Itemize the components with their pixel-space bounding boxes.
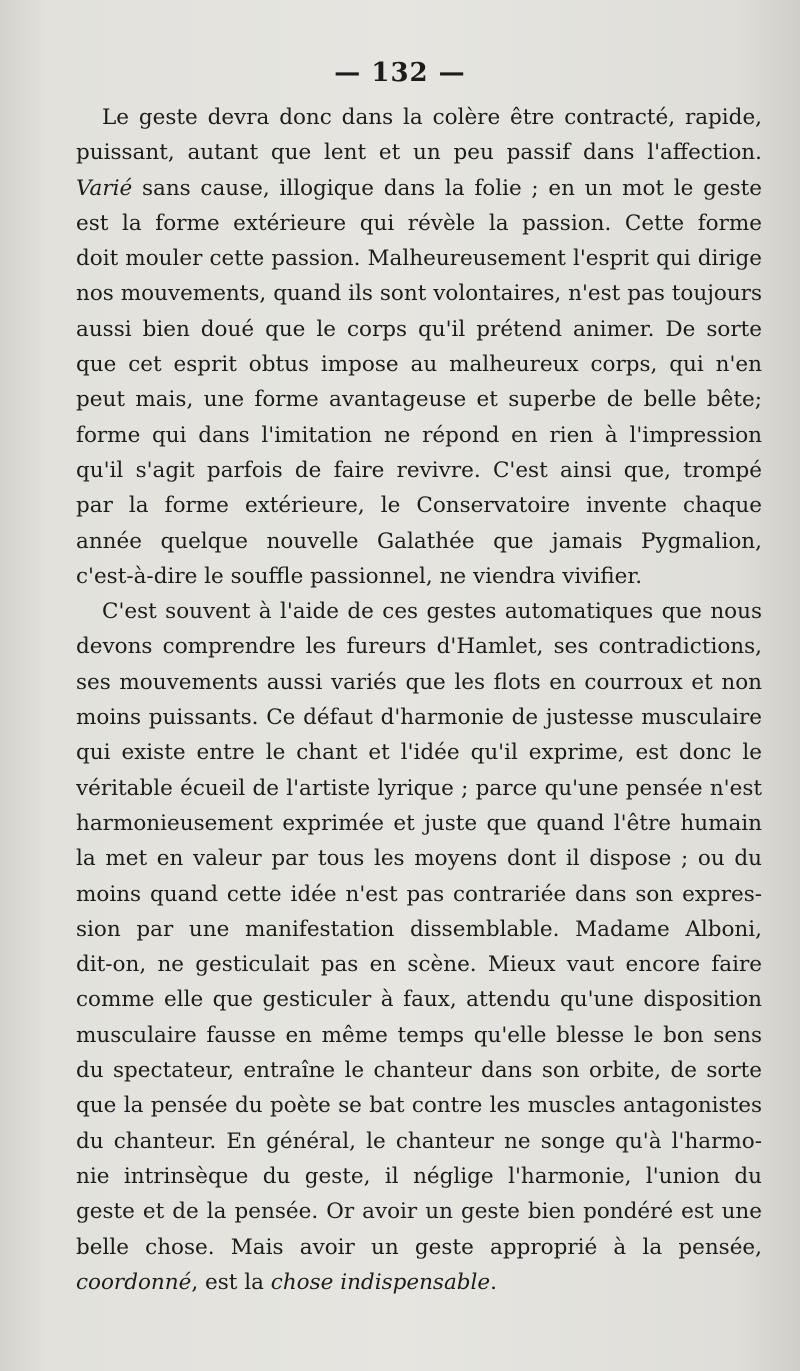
text-line: geste et de la pensée. Or avoir un geste bien pondéré est une xyxy=(76,1199,762,1225)
text-line: qui existe entre le chant et l'idée qu'il exprime, est donc le xyxy=(76,740,762,766)
text-line: dit-on, ne gesticulait pas en scène. Mieux vaut encore faire xyxy=(76,952,762,978)
text-line: que la pensée du poète se bat contre les muscles antagonistes xyxy=(76,1093,762,1119)
text-line: du spectateur, entraîne le chanteur dans son orbite, de sorte xyxy=(76,1058,762,1084)
text-line: du chanteur. En général, le chanteur ne songe qu'à l'harmo- xyxy=(76,1128,762,1154)
italic-text: chose indispensable xyxy=(270,1269,491,1295)
text-line: sion par une manifestation dissemblable. Madame Alboni, xyxy=(76,916,762,942)
text-line: Le geste devra donc dans la colère être contracté, rapide, xyxy=(102,105,762,130)
text-line: c'est-à-dire le souffle passionnel, ne viendra vivifier. xyxy=(76,563,643,589)
text-line: belle chose. Mais avoir un geste approprié à la pensée, xyxy=(76,1234,762,1260)
text-line: puissant, autant que lent et un peu passif dans l'affection. xyxy=(76,140,762,166)
text-span: sans cause, illogique dans la folie ; en un mot le geste xyxy=(132,175,762,201)
text-line: forme qui dans l'imitation ne répond en rien à l'impression xyxy=(76,422,762,448)
text-line: nie intrinsèque du geste, il néglige l'harmonie, l'union du xyxy=(76,1163,762,1189)
paragraph xyxy=(76,594,762,1300)
text-span: . xyxy=(490,1269,497,1295)
paragraph xyxy=(76,100,762,594)
text-line: comme elle que gesticuler à faux, attendu qu'une disposition xyxy=(76,987,762,1013)
italic-text: Varié xyxy=(76,175,133,201)
text-line xyxy=(76,1265,762,1300)
text-line: la met en valeur par tous les moyens dont il dispose ; ou du xyxy=(76,846,762,872)
text-line: moins puissants. Ce défaut d'harmonie de justesse musculaire xyxy=(76,705,762,731)
text-line: C'est souvent à l'aide de ces gestes automatiques que nous xyxy=(102,599,762,625)
text-line: ses mouvements aussi variés que les flots en courroux et non xyxy=(76,669,762,695)
page-number: — 132 — xyxy=(334,58,466,88)
text-line: par la forme extérieure, le Conservatoire invente chaque xyxy=(76,493,762,519)
text-line: devons comprendre les fureurs d'Hamlet, ses contradictions, xyxy=(76,634,762,660)
text-line: véritable écueil de l'artiste lyrique ; parce qu'une pensée n'est xyxy=(76,775,762,801)
text-line: aussi bien doué que le corps qu'il prétend animer. De sorte xyxy=(76,316,762,342)
text-line: doit mouler cette passion. Malheureusement l'esprit qui dirige xyxy=(76,246,762,272)
text-line: nos mouvements, quand ils sont volontaires, n'est pas toujours xyxy=(76,281,762,307)
text-line: harmonieusement exprimée et juste que quand l'être humain xyxy=(76,810,762,836)
text-span: , est la xyxy=(191,1269,271,1295)
text-line: moins quand cette idée n'est pas contrariée dans son expres- xyxy=(76,881,762,907)
text-line: qu'il s'agit parfois de faire revivre. C'est ainsi que, trompé xyxy=(76,457,762,483)
text-line: musculaire fausse en même temps qu'elle blesse le bon sens xyxy=(76,1022,762,1048)
text-line: peut mais, une forme avantageuse et superbe de belle bête; xyxy=(76,387,762,413)
italic-text: coordonné xyxy=(76,1269,192,1295)
text-line: est la forme extérieure qui révèle la passion. Cette forme xyxy=(76,210,762,236)
text-line: année quelque nouvelle Galathée que jamais Pygmalion, xyxy=(76,528,762,554)
page-text xyxy=(76,100,762,1300)
text-line xyxy=(76,171,762,206)
text-line: que cet esprit obtus impose au malheureux corps, qui n'en xyxy=(76,352,762,378)
